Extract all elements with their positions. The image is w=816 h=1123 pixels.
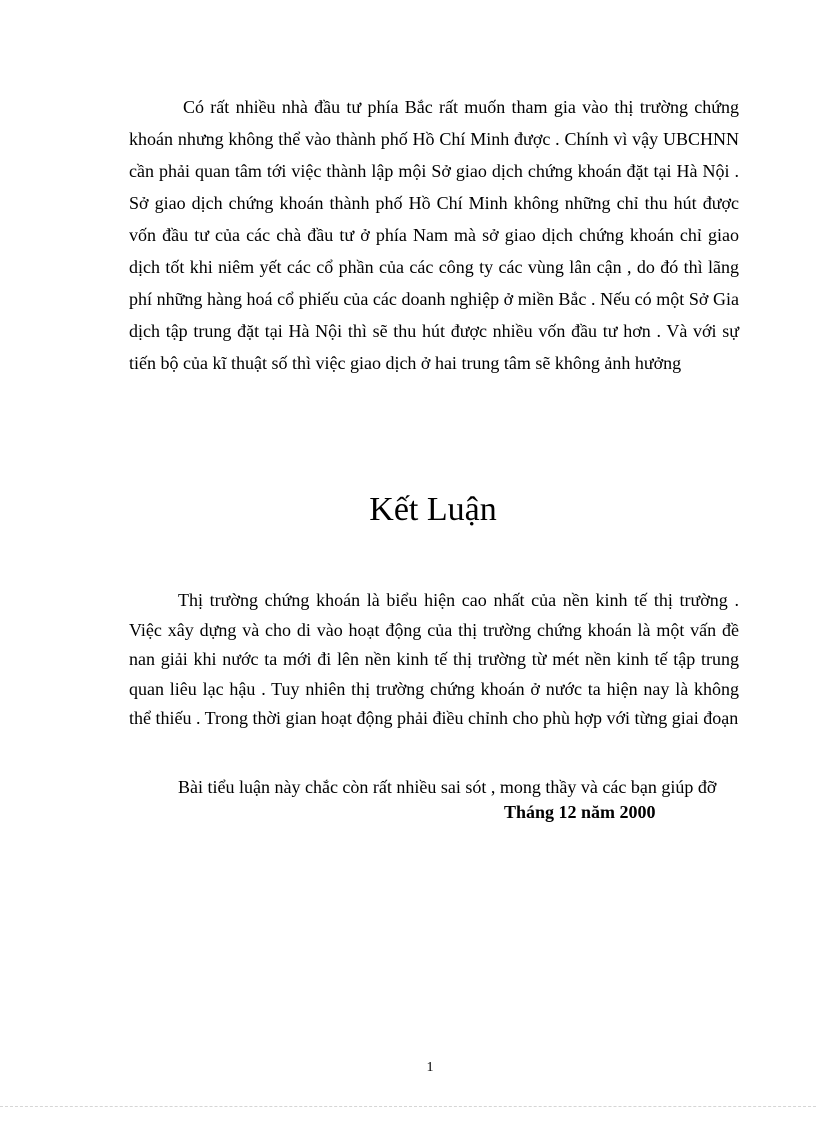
page-number: 1: [426, 1060, 434, 1075]
body-paragraph-intro: Có rất nhiều nhà đầu tư phía Bắc rất muốn tham gia vào thị trường chứng khoán nhưng không thể vào thành phố Hồ Chí Minh được . Chính vì vậy UBCHNN cần phải quan tâm tới việc thành lập mội Sở giao dịch chứng khoán đặt tại Hà Nội . Sở giao dịch chứng khoán thành phố Hồ Chí Minh không những chỉ thu hút được vốn đầu tư của các chà đầu tư ở phía Nam mà sở giao dịch chứng khoán chỉ giao dịch tốt khi niêm yết các cổ phần của các công ty các vùng lân cận , do đó thì lãng phí những hàng hoá cổ phiếu của các doanh nghiệp ở miền Bắc . Nếu có một Sở Gia dịch tập trung đặt tại Hà Nội thì sẽ thu hút được nhiều vốn đầu tư hơn . Và với sự tiến bộ của kĩ thuật số thì việc giao dịch ở hai trung tâm sẽ không ảnh hưởng: [129, 97, 739, 373]
closing-remark: Bài tiểu luận này chắc còn rất nhiều sai sót , mong thầy và các bạn giúp đỡ: [178, 777, 717, 797]
document-date: Tháng 12 năm 2000: [504, 802, 656, 822]
page-bottom-divider: [0, 1106, 816, 1107]
section-heading: Kết Luận: [369, 491, 497, 528]
body-paragraph-conclusion: Thị trường chứng khoán là biểu hiện cao nhất của nền kinh tế thị trường . Việc xây dựng và cho di vào hoạt động của thị trường chứng khoán là một vấn đề nan giải khi nước ta mới đi lên nền kinh tế thị trường từ mét nền kinh tế tập trung quan liêu lạc hậu . Tuy nhiên thị trường chứng khoán ở nước ta hiện nay là không thể thiếu . Trong thời gian hoạt động phải điều chỉnh cho phù hợp với từng giai đoạn: [129, 590, 739, 728]
